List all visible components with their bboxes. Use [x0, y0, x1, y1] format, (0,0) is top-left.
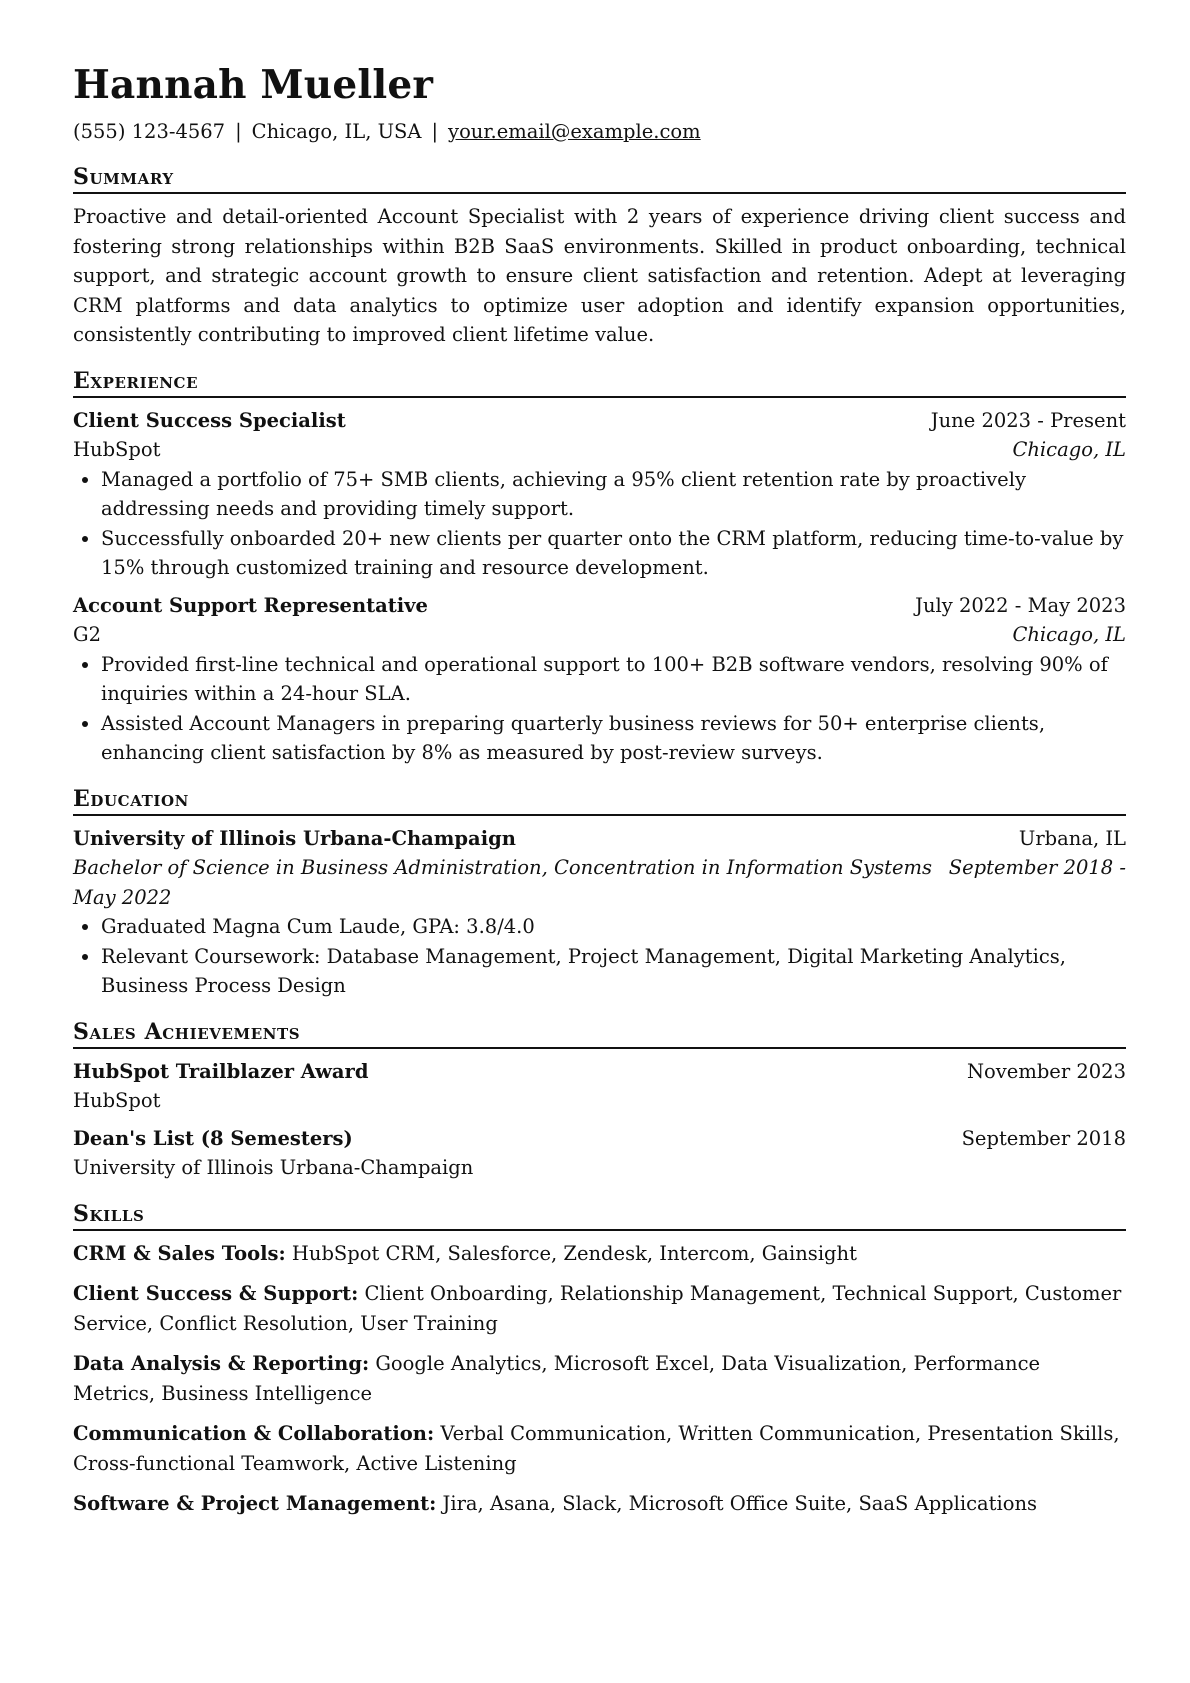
skill-label: Data Analysis & Reporting:	[73, 1352, 370, 1375]
phone: (555) 123-4567	[73, 120, 226, 143]
school-location: Urbana, IL	[1018, 826, 1126, 850]
skill-row	[73, 1279, 1126, 1338]
education-dates-start: September 2018 -	[948, 856, 1126, 879]
section-title: Sales Achievements	[73, 1017, 1126, 1049]
skill-row	[73, 1489, 1126, 1519]
skill-value: Client Onboarding, Relationship Management, Technical Support, Customer Service, Conflict Resolution, User Training	[73, 1282, 1122, 1335]
job-entry	[73, 591, 1126, 768]
list-item: • Provided first-line technical and operational support to 100+ B2B software vendors, resolving 90% of inquiries within a 24-hour SLA.	[101, 650, 1126, 709]
school-name: University of Illinois Urbana-Champaign	[73, 826, 516, 850]
section-title: Summary	[73, 162, 1126, 194]
skill-value: Verbal Communication, Written Communication, Presentation Skills, Cross-functional Teamwork, Active Listening	[73, 1422, 1120, 1475]
summary-section	[73, 162, 1126, 350]
experience-section	[73, 366, 1126, 768]
achievement-name: HubSpot Trailblazer Award	[73, 1059, 369, 1083]
achievement-name: Dean's List (8 Semesters)	[73, 1126, 353, 1150]
section-title: Education	[73, 784, 1126, 816]
skills-section	[73, 1199, 1126, 1519]
list-item: • Successfully onboarded 20+ new clients per quarter onto the CRM platform, reducing time-to-value by 15% through customized training and resource development.	[101, 524, 1126, 583]
education-section	[73, 784, 1126, 1001]
list-item: • Graduated Magna Cum Laude, GPA: 3.8/4.0	[101, 912, 1126, 942]
section-title: Experience	[73, 366, 1126, 398]
section-title: Skills	[73, 1199, 1126, 1231]
list-item: • Managed a portfolio of 75+ SMB clients, achieving a 95% client retention rate by proactively addressing needs and providing timely support.	[101, 465, 1126, 524]
skill-label: Software & Project Management:	[73, 1492, 437, 1515]
list-item: • Assisted Account Managers in preparing quarterly business reviews for 50+ enterprise clients, enhancing client satisfaction by 8% as measured by post-review surveys.	[101, 709, 1126, 768]
skill-value: Google Analytics, Microsoft Excel, Data Visualization, Performance Metrics, Business Intelligence	[73, 1352, 1041, 1405]
achievement-org: HubSpot	[73, 1089, 161, 1112]
degree-line	[73, 853, 1126, 912]
job-company: HubSpot	[73, 438, 161, 461]
email-link[interactable]: your.email@example.com	[448, 120, 701, 143]
skill-value: Jira, Asana, Slack, Microsoft Office Suite, SaaS Applications	[442, 1492, 1038, 1515]
degree: Bachelor of Science in Business Administration, Concentration in Information Systems	[73, 856, 933, 879]
job-entry	[73, 406, 1126, 583]
skill-row	[73, 1349, 1126, 1408]
skill-label: Client Success & Support:	[73, 1282, 359, 1305]
achievement-org: University of Illinois Urbana-Champaign	[73, 1156, 474, 1179]
job-role: Client Success Specialist	[73, 408, 346, 432]
achievement-date: November 2023	[966, 1059, 1126, 1083]
skill-value: HubSpot CRM, Salesforce, Zendesk, Intercom, Gainsight	[291, 1241, 857, 1265]
summary-text: Proactive and detail-oriented Account Specialist with 2 years of experience driving client success and fostering strong relationships within B2B SaaS environments. Skilled in product onboarding, technical support, and strategic account growth to ensure client satisfaction and retention. Adept at leveraging CRM platforms and data analytics to optimize user adoption and identify expansion opportunities, consistently contributing to improved client lifetime value.	[73, 205, 1126, 346]
contact-line	[73, 118, 1126, 146]
list-item: • Relevant Coursework: Database Management, Project Management, Digital Marketing Analytics, Business Process Design	[101, 942, 1126, 1001]
skill-row	[73, 1239, 1126, 1269]
separator: |	[431, 120, 439, 143]
candidate-name: Hannah Mueller	[73, 62, 434, 108]
job-bullets	[73, 650, 1126, 768]
job-dates: June 2023 - Present	[930, 408, 1126, 432]
education-dates-end: May 2022	[73, 885, 172, 909]
education-bullets	[73, 912, 1126, 1001]
achievement-entry	[73, 1124, 1126, 1183]
job-location: Chicago, IL	[1012, 623, 1126, 646]
job-role: Account Support Representative	[73, 593, 428, 617]
achievement-entry	[73, 1057, 1126, 1116]
job-company: G2	[73, 623, 101, 646]
location: Chicago, IL, USA	[251, 120, 422, 143]
separator: |	[235, 120, 242, 143]
job-location: Chicago, IL	[1012, 438, 1126, 461]
skill-row	[73, 1419, 1126, 1478]
achievement-date: September 2018	[961, 1126, 1126, 1150]
resume-page	[73, 58, 1126, 1530]
skill-label: Communication & Collaboration:	[73, 1422, 435, 1445]
job-bullets	[73, 465, 1126, 583]
achievements-section	[73, 1017, 1126, 1183]
job-dates: July 2022 - May 2023	[915, 593, 1126, 617]
skill-label: CRM & Sales Tools:	[73, 1241, 286, 1265]
